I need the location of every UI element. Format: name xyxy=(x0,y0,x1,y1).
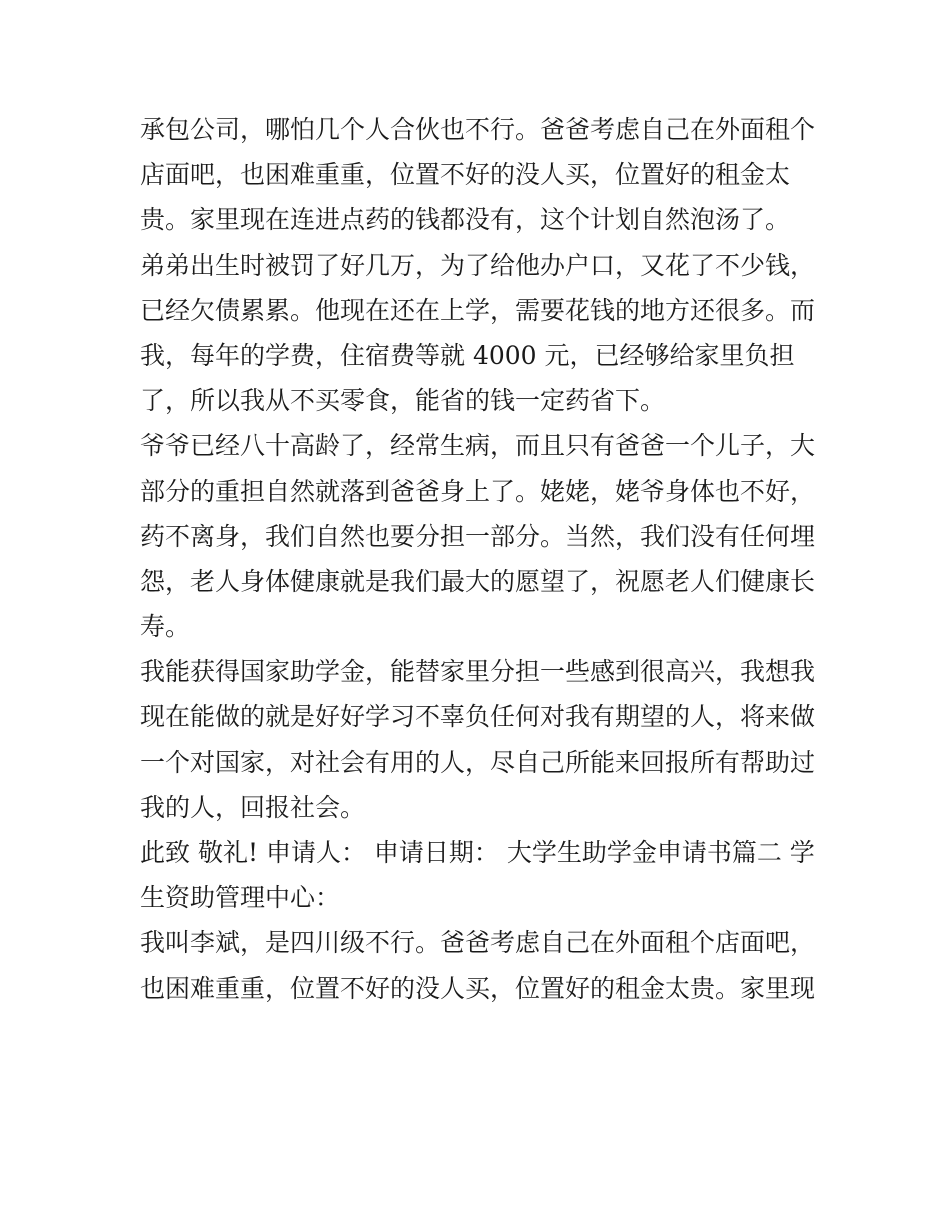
text-line: 我叫李斌，是四川级不行。爸爸考虑自己在外面租个店面吧， xyxy=(140,928,816,958)
text-line: 承包公司，哪怕几个人合伙也不行。爸爸考虑自己在外面租个 xyxy=(140,115,816,144)
text-line: 弟弟出生时被罚了好几万，为了给他办户口，又花了不少钱， xyxy=(140,250,816,280)
text-line: 部分的重担自然就落到爸爸身上了。姥姥，姥爷身体也不好， xyxy=(140,476,816,506)
text-line: 店面吧，也困难重重，位置不好的没人买，位置好的租金太 xyxy=(140,160,791,190)
body-text xyxy=(140,107,820,1011)
text-line: 怨，老人身体健康就是我们最大的愿望了，祝愿老人们健康长 xyxy=(140,566,816,596)
text-line: 贵。家里现在连进点药的钱都没有，这个计划自然泡汤了。 xyxy=(140,205,791,235)
text-line: 寿。 xyxy=(140,612,191,642)
text-line: 此致 敬礼! 申请人： 申请日期： 大学生助学金申请书篇二 学 xyxy=(140,838,815,867)
text-line: 我的人，回报社会。 xyxy=(140,792,366,822)
text-line: 一个对国家，对社会有用的人，尽自己所能来回报所有帮助过 xyxy=(140,747,816,777)
text-line: 生资助管理中心： xyxy=(140,883,341,913)
text-line: 现在能做的就是好好学习不辜负任何对我有期望的人，将来做 xyxy=(140,702,816,732)
text-line: 已经欠债累累。他现在还在上学，需要花钱的地方还很多。而 xyxy=(140,295,816,325)
text-line: 爷爷已经八十高龄了，经常生病，而且只有爸爸一个儿子，大 xyxy=(140,431,816,461)
text-line: 了，所以我从不买零食，能省的钱一定药省下。 xyxy=(140,386,666,416)
text-line: 药不离身，我们自然也要分担一部分。当然，我们没有任何埋 xyxy=(140,521,816,551)
text-line: 也困难重重，位置不好的没人买，位置好的租金太贵。家里现 xyxy=(140,973,816,1003)
text-line: 我能获得国家助学金，能替家里分担一些感到很高兴，我想我 xyxy=(140,657,816,687)
text-line: 我，每年的学费，住宿费等就 4000 元，已经够给家里负担 xyxy=(140,340,795,370)
